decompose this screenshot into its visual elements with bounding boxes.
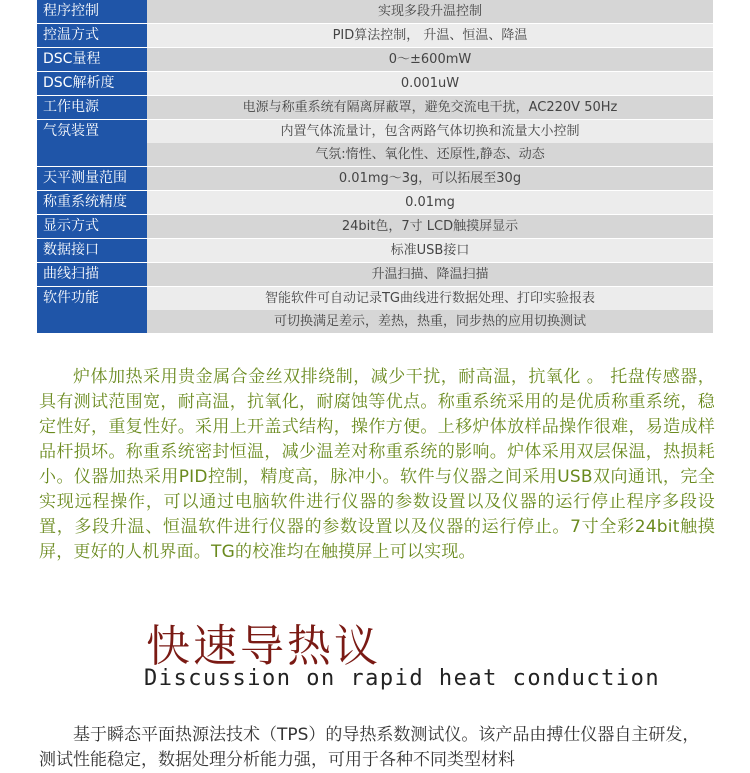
spec-value — [147, 72, 713, 96]
spec-row — [37, 167, 713, 191]
spec-value — [147, 215, 713, 239]
spec-row — [37, 24, 713, 48]
spec-value-line: 气氛:惰性、氧化性、还原性,静态、动态 — [147, 143, 713, 166]
section-title: 快速导热议 — [146, 621, 381, 672]
spec-table — [37, 0, 713, 334]
spec-key: 曲线扫描 — [37, 263, 147, 287]
spec-value — [147, 191, 713, 215]
spec-value — [147, 263, 713, 287]
spec-value — [147, 239, 713, 263]
spec-row — [37, 263, 713, 287]
spec-value-line: 标准USB接口 — [390, 243, 470, 258]
spec-row — [37, 239, 713, 263]
spec-row — [37, 72, 713, 96]
spec-key: 程序控制 — [37, 0, 147, 24]
spec-value-line: PID算法控制， 升温、恒温、降温 — [332, 28, 528, 43]
section-subtitle: Discussion on rapid heat conduction — [144, 666, 661, 691]
spec-row — [37, 120, 713, 167]
spec-row — [37, 191, 713, 215]
spec-value-line: 可切换满足差示，差热，热重，同步热的应用切换测试 — [147, 310, 713, 333]
spec-value-line: 0～±600mW — [388, 52, 472, 67]
spec-value-line: 升温扫描、降温扫描 — [371, 267, 489, 282]
spec-value-line: 电源与称重系统有隔离屏蔽罩，避免交流电干扰，AC220V 50Hz — [242, 100, 618, 115]
spec-key: 软件功能 — [37, 287, 147, 334]
spec-value-line: 24bit色，7寸 LCD触摸屏显示 — [341, 219, 519, 234]
spec-key: DSC解析度 — [37, 72, 147, 96]
intro-paragraph: 炉体加热采用贵金属合金丝双排绕制，减少干扰，耐高温，抗氧化 。 托盘传感器，具有测试范围宽，耐高温，抗氧化，耐腐蚀等优点。称重系统采用的是优质称重系统，稳定性好，重复性好。采用上开盖式结构，操作方便。上移炉体放样品操作很难，易造成样品杆损坏。称重系统密封恒温，减少温差对称重系统的影响。炉体采用双层保温，热损耗小。仪器加热采用PID控制，精度高，脉冲小。软件与仪器之间采用USB双向通讯，完全实现远程操作，可以通过电脑软件进行仪器的参数设置以及仪器的运行停止程序多段设置，多段升温、恒温软件进行仪器的参数设置以及仪器的运行停止。7寸全彩24bit触摸屏，更好的人机界面。TG的校准均在触摸屏上可以实现。 — [39, 367, 715, 562]
spec-value-line: 0.01mg — [405, 195, 455, 210]
spec-row — [37, 48, 713, 72]
spec-table-body — [37, 0, 713, 334]
spec-key: 天平测量范围 — [37, 167, 147, 191]
spec-value-line: 0.001uW — [400, 76, 460, 91]
spec-value — [147, 167, 713, 191]
spec-row — [37, 96, 713, 120]
spec-value — [147, 120, 713, 167]
spec-row — [37, 0, 713, 24]
spec-key: DSC量程 — [37, 48, 147, 72]
spec-value — [147, 0, 713, 24]
spec-value-line: 0.01mg～3g，可以拓展至30g — [338, 171, 522, 186]
spec-value-line: 智能软件可自动记录TG曲线进行数据处理、打印实验报表 — [264, 291, 595, 306]
spec-key: 气氛装置 — [37, 120, 147, 167]
spec-key: 工作电源 — [37, 96, 147, 120]
spec-row — [37, 215, 713, 239]
spec-value-line: 实现多段升温控制 — [377, 4, 482, 19]
spec-value — [147, 96, 713, 120]
spec-row — [37, 287, 713, 334]
section-text: 基于瞬态平面热源法技术（TPS）的导热系数测试仪。该产品由搏仕仪器自主研发，测试性能稳定，数据处理分析能力强，可用于各种不同类型材料 — [39, 725, 700, 770]
spec-key: 控温方式 — [37, 24, 147, 48]
spec-key: 数据接口 — [37, 239, 147, 263]
spec-key: 称重系统精度 — [37, 191, 147, 215]
spec-value — [147, 48, 713, 72]
spec-value — [147, 287, 713, 334]
spec-value-line: 内置气体流量计，包含两路气体切换和流量大小控制 — [280, 124, 580, 139]
spec-key: 显示方式 — [37, 215, 147, 239]
spec-value — [147, 24, 713, 48]
